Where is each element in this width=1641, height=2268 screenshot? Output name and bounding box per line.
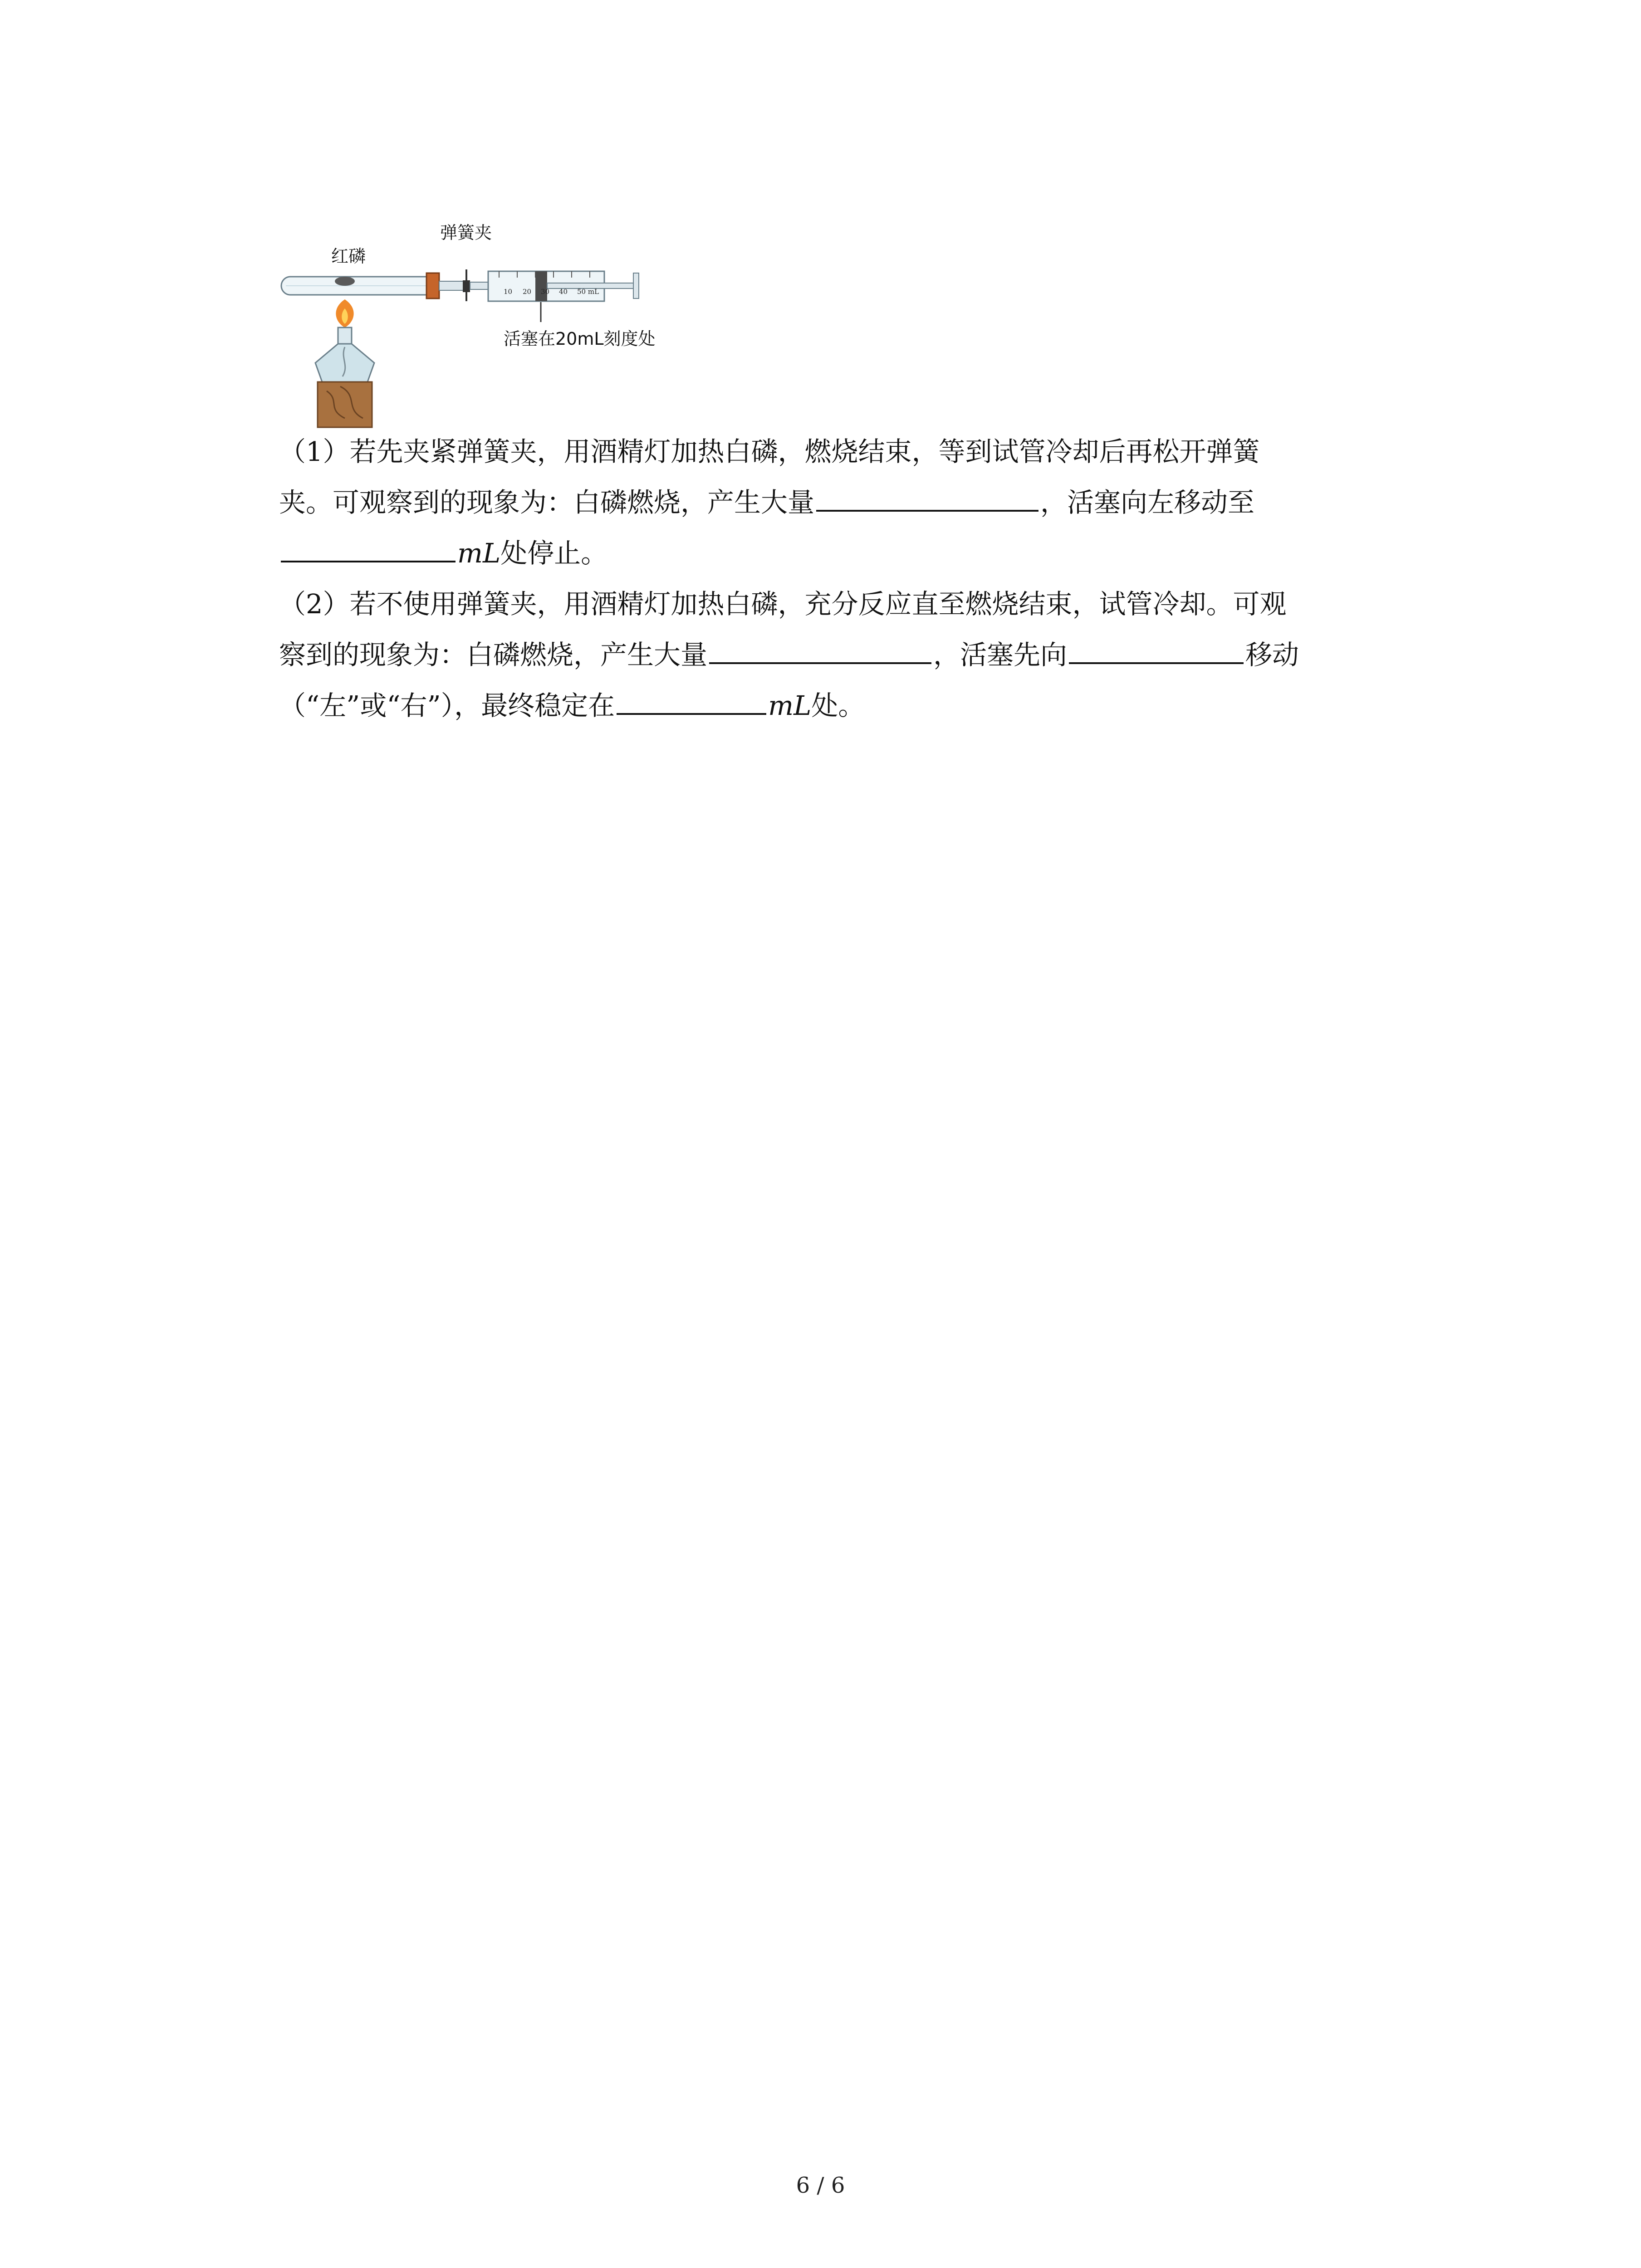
q1-line3 xyxy=(279,528,1440,579)
q1-text-1: （1）若先夹紧弹簧夹，用酒精灯加热白磷，燃烧结束，等到试管冷却后再松开弹簧 xyxy=(279,436,1260,467)
q2-line2 xyxy=(279,630,1440,680)
q1-line2 xyxy=(279,477,1440,528)
answer-blank-q1-smoke[interactable] xyxy=(816,482,1038,512)
q1-line1 xyxy=(279,426,1440,477)
q2-line3 xyxy=(279,680,1440,731)
page-number: 6 / 6 xyxy=(796,2173,845,2198)
scale-tick-50: 50 mL xyxy=(577,288,599,296)
apparatus-diagram xyxy=(272,213,681,431)
q2-text-2c: 移动 xyxy=(1245,639,1299,670)
scale-tick-20: 20 xyxy=(523,288,532,296)
flame-icon xyxy=(336,299,353,327)
answer-blank-q1-volume[interactable] xyxy=(281,533,456,562)
rubber-stopper xyxy=(426,273,466,298)
spring-clip xyxy=(463,269,488,301)
scale-tick-30: 30 xyxy=(541,288,550,296)
q2-text-3a: （“左”或“右”），最终稳定在 xyxy=(279,690,615,721)
answer-blank-q2-volume[interactable] xyxy=(617,685,766,715)
q1-text-2b: ，活塞向左移动至 xyxy=(1040,487,1255,518)
scale-tick-10: 10 xyxy=(504,288,513,296)
q1-text-2a: 夹。可观察到的现象为：白磷燃烧，产生大量 xyxy=(279,487,815,518)
q2-text-1: （2）若不使用弹簧夹，用酒精灯加热白磷，充分反应直至燃烧结束，试管冷却。可观 xyxy=(279,588,1287,620)
answer-blank-q2-direction[interactable] xyxy=(1069,634,1244,664)
q2-line1 xyxy=(279,579,1440,630)
syringe xyxy=(488,271,639,301)
test-tube xyxy=(281,277,431,295)
q2-text-2a: 察到的现象为：白磷燃烧，产生大量 xyxy=(279,639,708,670)
label-spring-clip: 弹簧夹 xyxy=(440,223,492,243)
label-red-phosphorus: 红磷 xyxy=(331,246,366,266)
q2-text-2b: ，活塞先向 xyxy=(933,639,1068,670)
scale-tick-40: 40 xyxy=(559,288,568,296)
q2-unit: mL xyxy=(768,690,812,721)
q1-text-3b: 处停止。 xyxy=(500,538,608,569)
red-phosphorus xyxy=(335,277,355,286)
answer-blank-q2-smoke[interactable] xyxy=(709,634,931,664)
wooden-block xyxy=(318,382,372,427)
experiment-figure xyxy=(272,213,681,431)
label-piston: 活塞在20mL刻度处 xyxy=(504,329,656,349)
alcohol-lamp xyxy=(315,327,374,382)
q1-unit: mL xyxy=(457,538,501,569)
question-block xyxy=(279,426,1440,731)
q2-text-3b: 处。 xyxy=(811,690,865,721)
